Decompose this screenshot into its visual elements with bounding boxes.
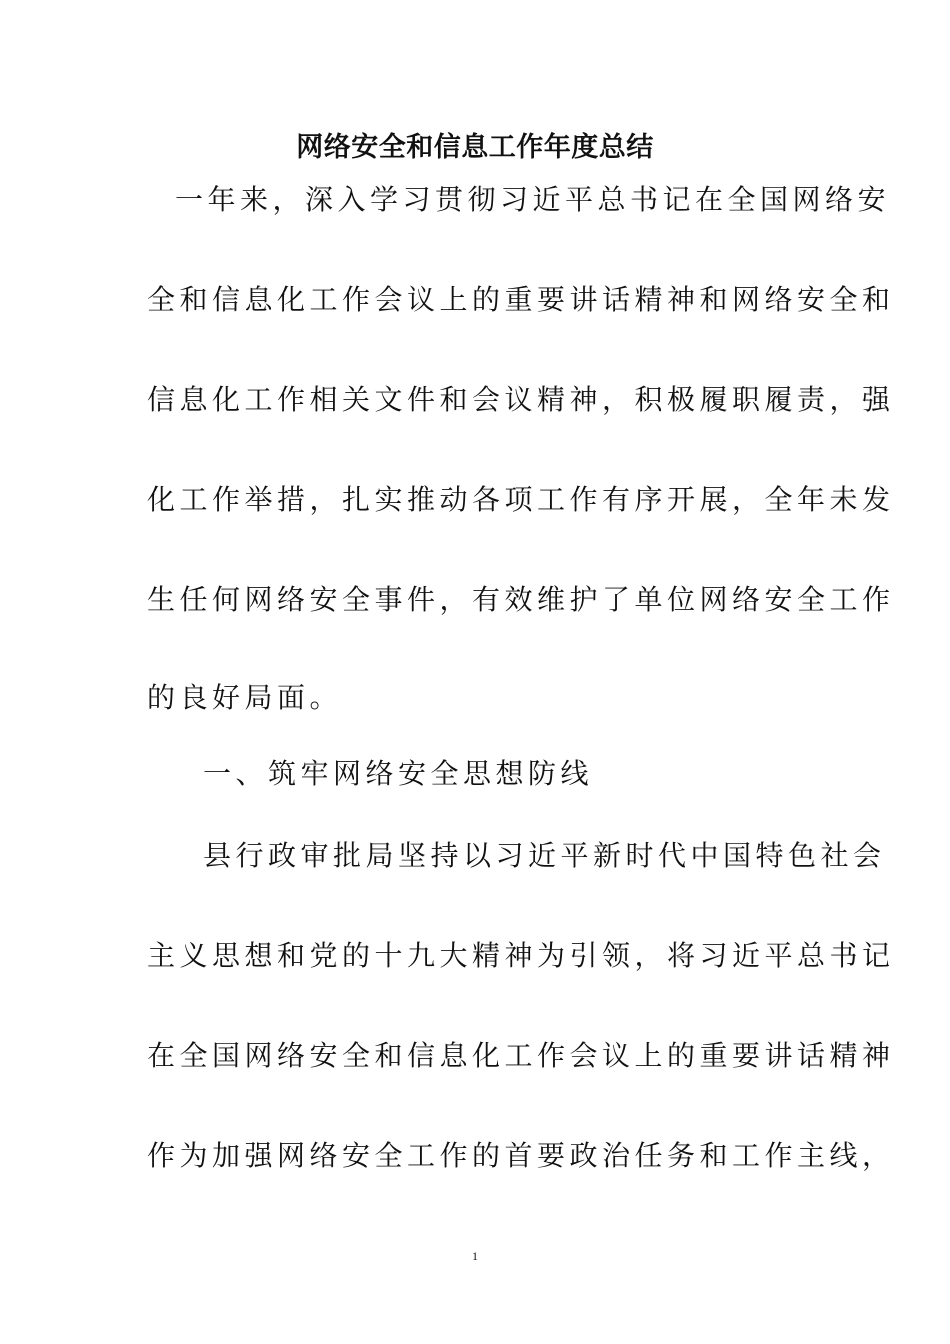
page-number: 1 [472, 1249, 478, 1263]
paragraph-line: 一年来，深入学习贯彻习近平总书记在全国网络安 [175, 183, 891, 216]
paragraph-line: 信息化工作相关文件和会议精神，积极履职履责，强 [147, 383, 895, 416]
paragraph-line: 生任何网络安全事件，有效维护了单位网络安全工作 [147, 583, 895, 616]
paragraph-line: 全和信息化工作会议上的重要讲话精神和网络安全和 [147, 283, 895, 316]
paragraph-line: 的良好局面。 [147, 681, 343, 714]
paragraph-line: 主义思想和党的十九大精神为引领，将习近平总书记 [147, 939, 895, 972]
section-heading: 一、筑牢网络安全思想防线 [203, 757, 594, 790]
document-title: 网络安全和信息工作年度总结 [296, 132, 654, 163]
paragraph-line: 化工作举措，扎实推动各项工作有序开展，全年未发 [147, 483, 895, 516]
paragraph-line: 作为加强网络安全工作的首要政治任务和工作主线， [147, 1139, 895, 1172]
paragraph-line: 在全国网络安全和信息化工作会议上的重要讲话精神 [147, 1039, 895, 1072]
paragraph-line: 县行政审批局坚持以习近平新时代中国特色社会 [203, 839, 886, 872]
